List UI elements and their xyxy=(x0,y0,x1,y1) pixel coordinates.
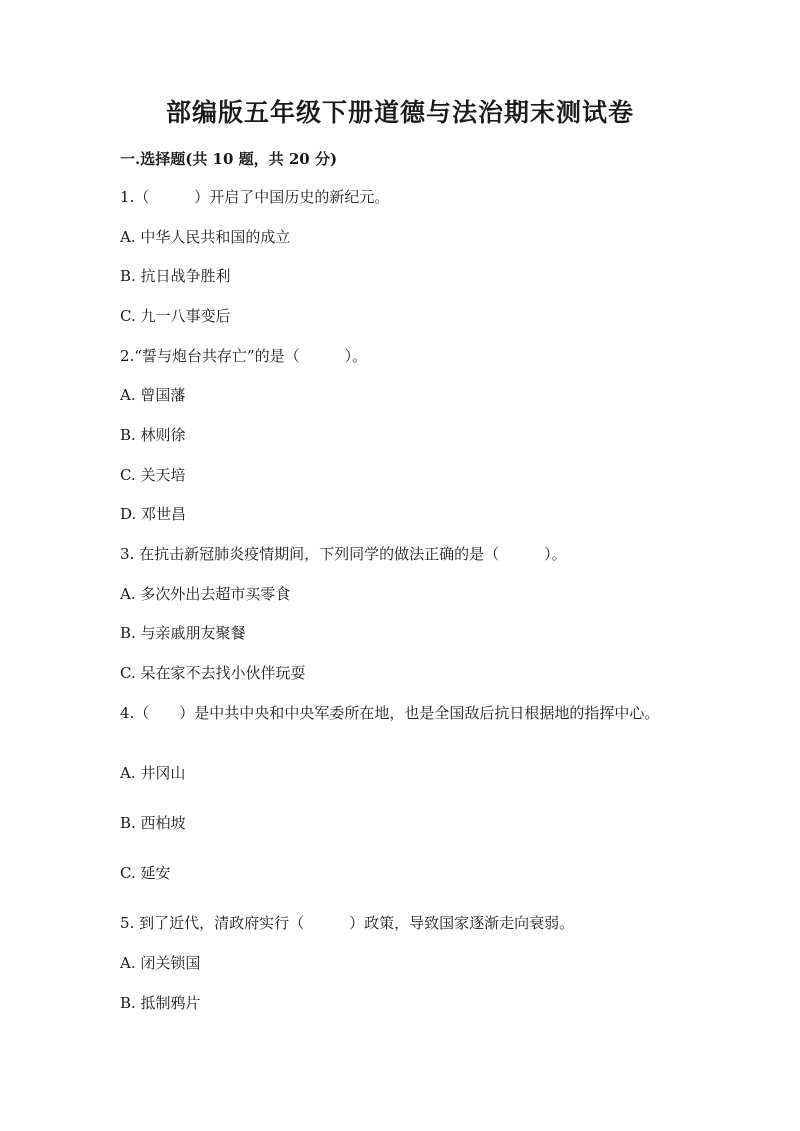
question-1-option-b: B. 抗日战争胜利 xyxy=(120,267,231,285)
question-2-option-c: C. 关天培 xyxy=(120,466,186,484)
question-1-option-a: A. 中华人民共和国的成立 xyxy=(120,228,291,246)
question-4-option-a: A. 井冈山 xyxy=(120,764,186,782)
question-3-stem: 3. 在抗击新冠肺炎疫情期间，下列同学的做法正确的是（ ）。 xyxy=(120,545,567,563)
question-2-stem: 2.“誓与炮台共存亡”的是（ ）。 xyxy=(120,347,368,365)
question-5-stem: 5. 到了近代，清政府实行（ ）政策，导致国家逐渐走向衰弱。 xyxy=(120,914,575,932)
question-2-option-b: B. 林则徐 xyxy=(120,426,186,444)
question-1-stem: 1.（ ）开启了中国历史的新纪元。 xyxy=(120,188,390,206)
section-heading: 一.选择题(共 10 题，共 20 分) xyxy=(120,150,338,168)
question-4-stem: 4.（ ）是中共中央和中央军委所在地，也是全国敌后抗日根据地的指挥中心。 xyxy=(120,704,660,722)
question-2-option-d: D. 邓世昌 xyxy=(120,505,187,523)
question-3-option-b: B. 与亲戚朋友聚餐 xyxy=(120,624,246,642)
page-title: 部编版五年级下册道德与法治期末测试卷 xyxy=(165,98,634,127)
question-3-option-a: A. 多次外出去超市买零食 xyxy=(120,585,291,603)
question-5-option-a: A. 闭关锁国 xyxy=(120,954,201,972)
question-4-option-b: B. 西柏坡 xyxy=(120,814,186,832)
question-5-option-b: B. 抵制鸦片 xyxy=(120,994,201,1012)
question-1-option-c: C. 九一八事变后 xyxy=(120,307,231,325)
question-4-option-c: C. 延安 xyxy=(120,864,171,882)
question-2-option-a: A. 曾国藩 xyxy=(120,386,186,404)
question-3-option-c: C. 呆在家不去找小伙伴玩耍 xyxy=(120,664,306,682)
